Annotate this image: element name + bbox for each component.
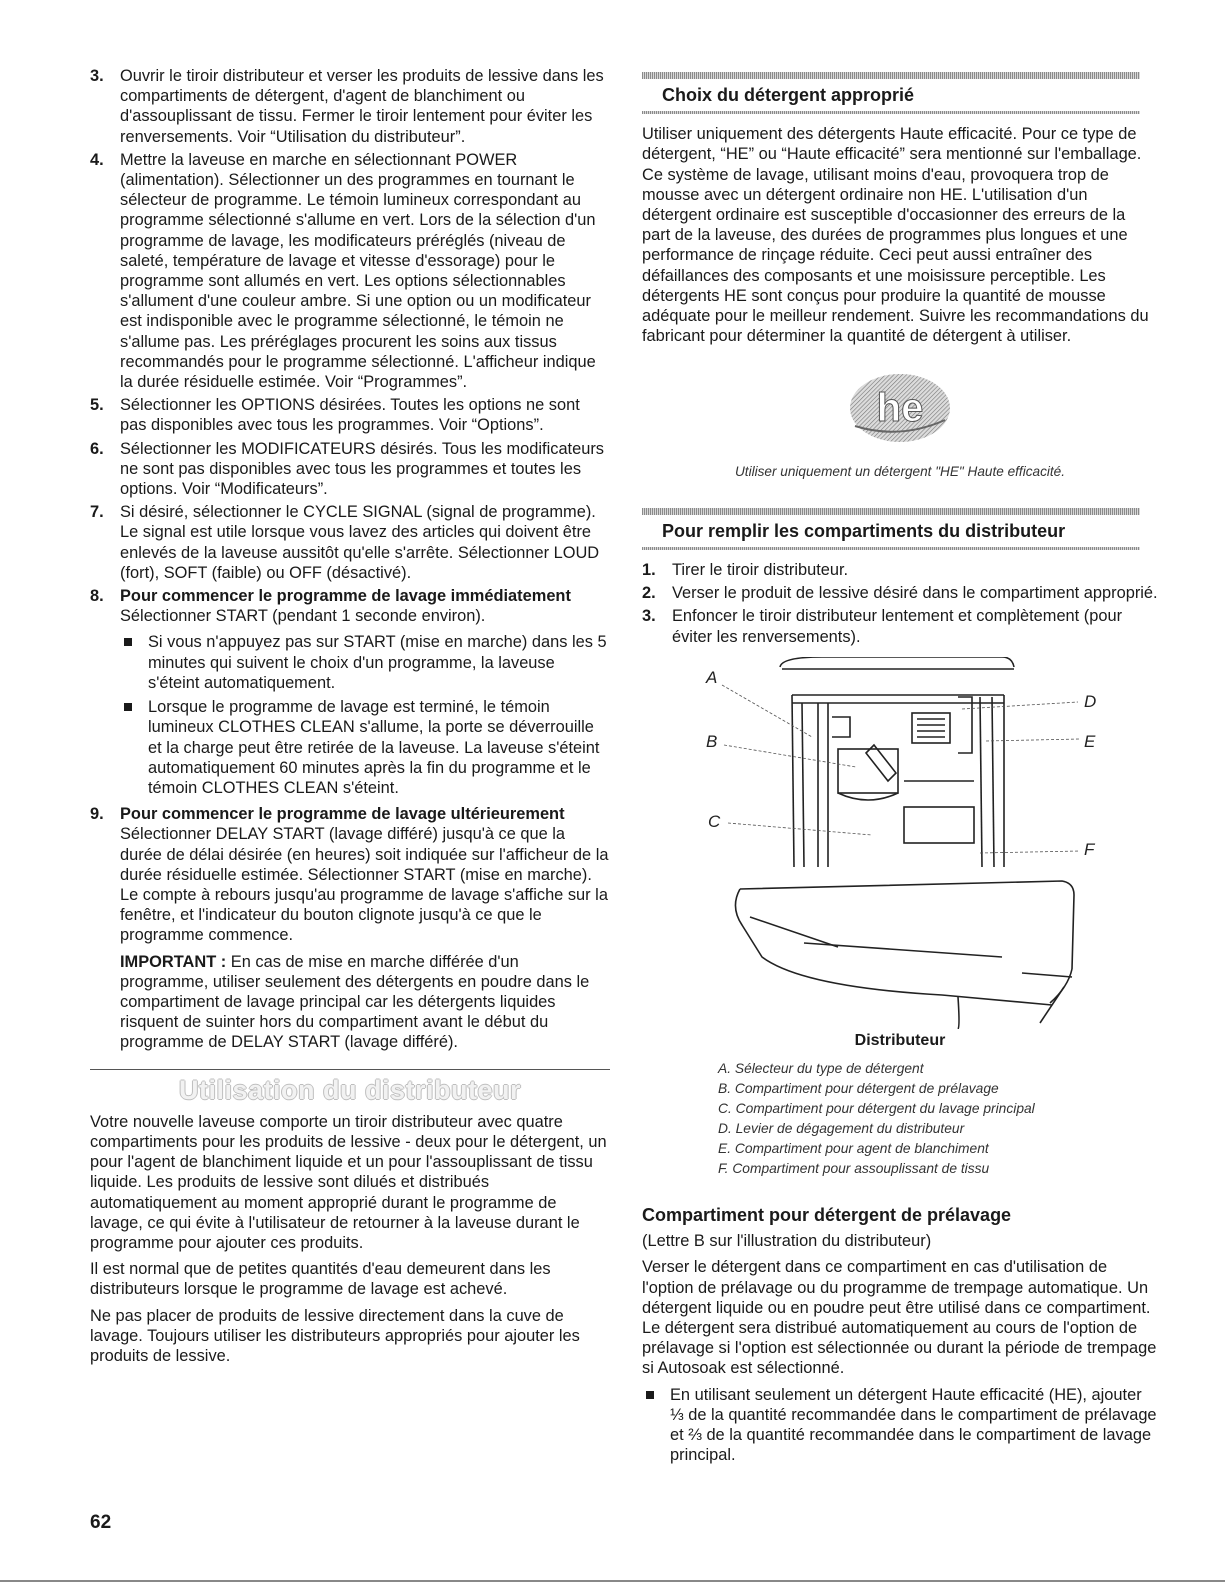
step-text: Sélectionner les OPTIONS désirées. Toutes les options ne sont pas disponibles avec tous les programmes. Voir “Options”.: [120, 396, 580, 435]
step-7: [90, 502, 610, 583]
bullet-text: En utilisant seulement un détergent Haute efficacité (HE), ajouter ⅓ de la quantité recommandée dans le compartiment de prélavage et ⅔ de la quantité recommandée dans le compartiment de lavage principal.: [670, 1385, 1157, 1465]
left-column: [90, 66, 610, 1366]
he-logo: [642, 368, 1158, 453]
label-C: C: [708, 811, 721, 831]
section-heading: Pour remplir les compartiments du distributeur: [662, 520, 1066, 541]
step-number: 6.: [90, 439, 104, 458]
step-number: 8.: [90, 587, 104, 606]
bullet-item: [120, 697, 610, 798]
section-bar: [642, 111, 1140, 114]
step-6: [90, 439, 610, 500]
step-5: [90, 395, 610, 435]
step-number: 4.: [90, 150, 104, 169]
page-number: 62: [90, 1512, 112, 1533]
dispenser-illustration: [642, 657, 1158, 1029]
label-D: D: [1084, 691, 1097, 711]
fill-step: [642, 583, 1158, 603]
step-number: 3.: [642, 607, 656, 626]
step-3: [90, 66, 610, 147]
bullet-item: [120, 632, 610, 693]
step-text: Sélectionner les MODIFICATEURS désirés. Tous les modificateurs ne sont pas disponibles avec tous les programmes et toutes les options. Voir “Modificateurs”.: [120, 439, 604, 499]
legend-item: A. Sélecteur du type de détergent: [718, 1061, 924, 1077]
step-text: Sélectionner START (pendant 1 seconde environ).: [120, 607, 486, 626]
page-bottom-rule: [0, 1580, 1225, 1582]
step-9: [90, 804, 610, 1052]
square-bullet-icon: [124, 638, 132, 646]
legend-item: C. Compartiment pour détergent du lavage principal: [718, 1101, 1035, 1117]
legend-item: E. Compartiment pour agent de blanchiment: [718, 1141, 989, 1157]
paragraph: Il est normal que de petites quantités d'eau demeurent dans les distributeurs lorsque le programme de lavage est achevé.: [90, 1260, 551, 1299]
diagram-title: Distributeur: [854, 1031, 946, 1049]
diagram-legend: [718, 1059, 1158, 1179]
fill-step: [642, 606, 1158, 646]
label-F: F: [1084, 839, 1095, 859]
square-bullet-icon: [124, 703, 132, 711]
step-8: [90, 586, 610, 798]
step-number: 5.: [90, 396, 104, 415]
bullet-list: [120, 632, 610, 798]
important-text: En cas de mise en marche différée d'un programme, utiliser seulement des détergents en poudre dans le compartiment de lavage principal car les détergents liquides risquent de suinter hors du compartiment avant le début du programme de DELAY START (lavage différé).: [120, 952, 590, 1052]
step-number: 9.: [90, 805, 104, 824]
important-label: IMPORTANT :: [120, 952, 227, 971]
he-logo-text: he: [876, 386, 924, 431]
paragraph: Verser le détergent dans ce compartiment en cas d'utilisation de l'option de prélavage ou du programme de trempage automatique. Un détergent liquide ou en poudre peut être utilisé dans ce compartiment. Le détergent sera distribué automatiquement au cours de l'option de prélavage si l'option est sélectionnée ou durant la période de trempage si Autosoak est sélectionné.: [642, 1258, 1157, 1378]
label-A: A: [706, 667, 718, 687]
right-column: [642, 72, 1158, 1472]
step-text: Enfoncer le tiroir distributeur lentement et complètement (pour éviter les renversements).: [672, 607, 1123, 646]
step-number: 7.: [90, 503, 104, 522]
section-heading: Compartiment pour détergent de prélavage: [642, 1205, 1012, 1226]
fill-step: [642, 560, 1158, 580]
legend-item: B. Compartiment pour détergent de prélavage: [718, 1081, 999, 1097]
important-note: [120, 952, 610, 1053]
paragraph: Votre nouvelle laveuse comporte un tiroir distributeur avec quatre compartiments pour les produits de lessive - deux pour le détergent, un pour l'agent de blanchiment liquide et un pour l'assouplissant de tissu liquide. Les produits de lessive sont dilués et distribués automatiquement au moment approprié durant le programme de lavage, ce qui évite à l'utilisateur de retourner à la laveuse durant le programme pour ajouter ces produits.: [90, 1112, 607, 1252]
bullet-list: [642, 1385, 1158, 1466]
section-subtitle: (Lettre B sur l'illustration du distributeur): [642, 1232, 932, 1251]
square-bullet-icon: [646, 1391, 654, 1399]
step-heading: Pour commencer le programme de lavage ultérieurement: [120, 805, 565, 824]
step-number: 3.: [90, 67, 104, 85]
paragraph: Ne pas placer de produits de lessive directement dans la cuve de lavage. Toujours utiliser les distributeurs appropriés pour ajouter les produits de lessive.: [90, 1306, 580, 1365]
step-heading: Pour commencer le programme de lavage immédiatement: [120, 587, 571, 606]
section-bar: [642, 72, 1140, 79]
section-heading: Choix du détergent approprié: [662, 85, 915, 105]
step-text: Tirer le tiroir distributeur.: [672, 561, 849, 580]
bullet-text: Lorsque le programme de lavage est terminé, le témoin lumineux CLOTHES CLEAN s'allume, la porte se déverrouille et la charge peut être retirée de la laveuse. La laveuse s'éteint automatiquement 60 minutes après la fin du programme et le témoin CLOTHES CLEAN s'éteint.: [148, 698, 600, 797]
step-4: [90, 150, 610, 392]
section-divider: [90, 1069, 610, 1070]
label-E: E: [1084, 731, 1096, 751]
step-number: 2.: [642, 584, 656, 603]
fill-steps: [642, 560, 1158, 647]
he-logo-icon: [845, 368, 955, 448]
legend-item: D. Levier de dégagement du distributeur: [718, 1121, 965, 1137]
step-number: 1.: [642, 561, 656, 580]
bullet-text: Si vous n'appuyez pas sur START (mise en marche) dans les 5 minutes qui suivent le choix d'un programme, la laveuse s'éteint automatiquement.: [148, 633, 607, 692]
dispenser-diagram: [642, 657, 1158, 1029]
logo-caption: Utiliser uniquement un détergent "HE" Haute efficacité.: [734, 463, 1066, 479]
paragraph: Utiliser uniquement des détergents Haute efficacité. Pour ce type de détergent, “HE” ou “Haute efficacité” sera mentionné sur l'emballage. Ce système de lavage, utilisant moins d'eau, provoquera trop de mousse avec un détergent ordinaire non HE. L'utilisation d'un détergent ordinaire est susceptible d'occasionner des erreurs de la part de la laveuse, des durées de programmes plus longues et une performance de rinçage réduite. Ceci peut aussi entraîner des défaillances des composants et une moisissure perceptible. Les détergents HE sont conçus pour produire la quantité de mousse adéquate pour le meilleur rendement. Suivre les recommandations du fabricant pour déterminer la quantité de détergent à utiliser.: [642, 125, 1149, 346]
section-bar: [642, 547, 1140, 550]
step-text: Sélectionner DELAY START (lavage différé) jusqu'à ce que la durée de délai désirée (en heures) soit indiquée sur l'afficheur de la durée résiduelle estimée. Sélectionner START (mise en marche). Le compte à rebours jusqu'au programme de lavage s'affiche sur la fenêtre, et l'indicateur du bouton clignote jusqu'à ce que le programme commence.: [120, 825, 609, 945]
legend-item: F. Compartiment pour assouplissant de tissu: [718, 1161, 990, 1177]
bullet-item: [642, 1385, 1158, 1466]
step-text: Si désiré, sélectionner le CYCLE SIGNAL (signal de programme). Le signal est utile lorsque vous lavez des articles qui doivent être enlevés de la laveuse aussitôt qu'elle s'arrête. Sélectionner LOUD (fort), SOFT (faible) ou OFF (désactivé).: [120, 503, 600, 582]
step-text: Verser le produit de lessive désiré dans le compartiment approprié.: [672, 584, 1158, 603]
label-B: B: [706, 731, 718, 751]
step-text: Mettre la laveuse en marche en sélectionnant POWER (alimentation). Sélectionner un des programmes en tournant le sélecteur de programme. Le témoin lumineux correspondant au programme sélectionné s'allume en vert. Lors de la sélection d'un programme de lavage, les modificateurs préréglés (niveau de saleté, température de lavage et vitesse d'essorage) pour le programme sont allumés en vert. Les options sélectionnables s'allument d'une couleur ambre. Si une option ou un modificateur est indisponible avec le programme sélectionné, le témoin ne s'allume pas. Les préréglages procurent les soins aux tissus recommandés pour le programme sélectionné. L'afficheur indique la durée résiduelle estimée. Voir “Programmes”.: [120, 150, 596, 392]
step-text: Ouvrir le tiroir distributeur et verser les produits de lessive dans les compartiments de détergent, d'agent de blanchiment ou d'assouplissant de tissu. Fermer le tiroir lentement pour éviter les renversements. Voir “Utilisation du distributeur”.: [120, 67, 604, 146]
section-title: Utilisation du distributeur: [179, 1074, 521, 1105]
instruction-steps: [90, 66, 610, 1053]
section-bar: [642, 508, 1140, 515]
